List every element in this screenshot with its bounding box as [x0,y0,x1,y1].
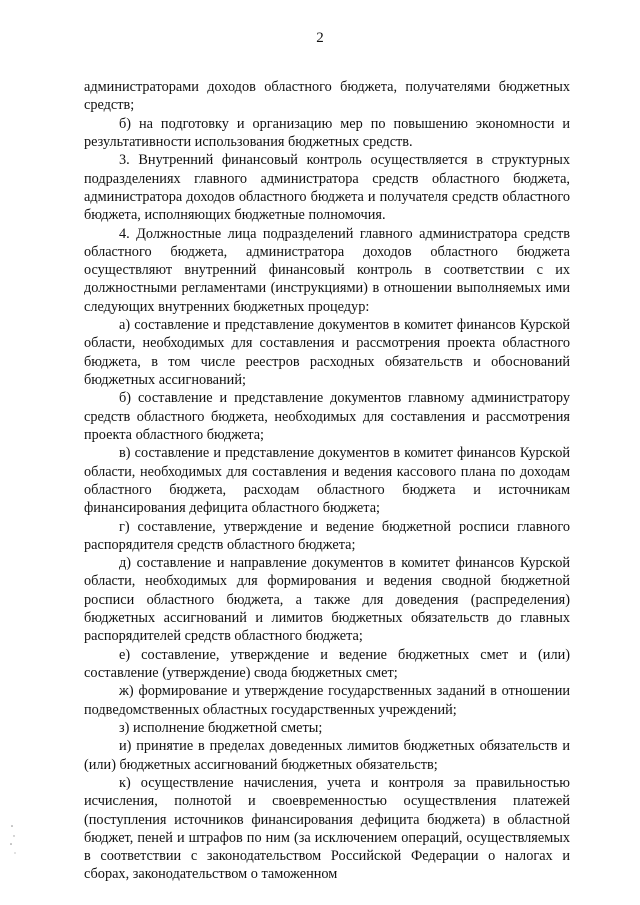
paragraph: а) составление и представление документов в комитет финансов Курской области, необходимых для составления и рассмотрения проекта областного бюджета, в том числе реестров расходных обязательств и обоснований бюджетных ассигнований; [84,317,570,388]
paragraph: ж) формирование и утверждение государственных заданий в отношении подведомственных областных государственных учреждений; [84,683,570,718]
paragraph: 4. Должностные лица подразделений главного администратора средств областного бюджета, администратора доходов областного бюджета осуществляют внутренний финансовый контроль в соответствии с их должностными регламентами (инструкциями) в отношении выполняемых ими следующих внутренних бюджетных процедур: [84,225,570,315]
paragraph: з) исполнение бюджетной сметы; [119,719,323,736]
paragraph: администраторами доходов областного бюджета, получателями бюджетных средств; [84,79,570,114]
paragraph: б) на подготовку и организацию мер по повышению экономности и результативности использования бюджетных средств. [84,115,570,150]
paragraph: в) составление и представление документов в комитет финансов Курской области, необходимых для составления и ведения кассового плана по доходам областного бюджета, расходам областного бюджета и источникам финансирования дефицита областного бюджета; [84,445,570,517]
paragraph: г) составление, утверждение и ведение бюджетной росписи главного распорядителя средств областного бюджета; [84,518,570,553]
paragraph: к) осуществление начисления, учета и контроля за правильностью исчисления, полнотой и своевременностью осуществления платежей (поступления источников финансирования дефицита бюджета) в областной бюджет, пеней и штрафов по ним (за исключением операций, осуществляемых в соответствии с законодательством Российской Федерации о налогах и сборах, законодательством о таможенном [84,774,570,883]
paragraph: б) составление и представление документов главному администратору средств областного бюджета, необходимых для составления и рассмотрения проекта областного бюджета; [84,390,570,443]
document-body [84,78,570,884]
scan-artifact-marks [8,822,20,858]
paragraph: и) принятие в пределах доведенных лимитов бюджетных обязательств и (или) бюджетных ассигнований бюджетных обязательств; [84,738,570,773]
paragraph: е) составление, утверждение и ведение бюджетных смет и (или) составление (утверждение) свода бюджетных смет; [84,646,570,681]
page-number: 2 [316,30,324,46]
paragraph: 3. Внутренний финансовый контроль осуществляется в структурных подразделениях главного администратора средств областного бюджета, администратора доходов областного бюджета и получателя средств областного бюджета, исполняющих бюджетные полномочия. [84,152,570,224]
paragraph: д) составление и направление документов в комитет финансов Курской области, необходимых для формирования и ведения сводной бюджетной росписи областного бюджета, а также для доведения (распределения) бюджетных ассигнований и лимитов бюджетных обязательств до главных распорядителей средств областного бюджета; [84,555,570,645]
